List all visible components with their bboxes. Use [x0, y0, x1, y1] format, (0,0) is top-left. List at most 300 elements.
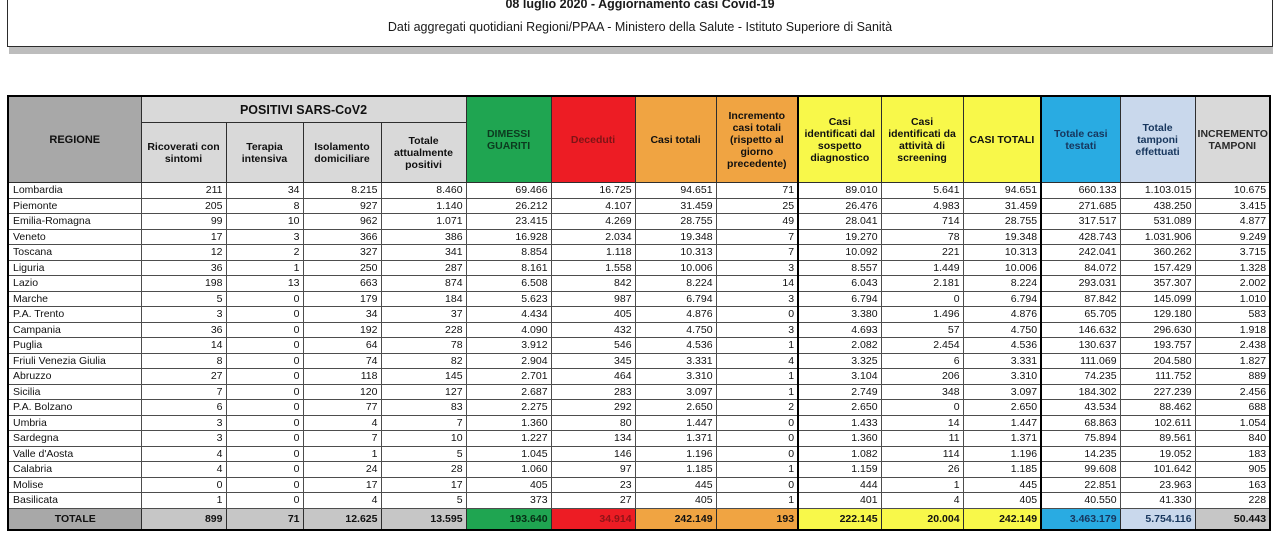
- value-cell: 1.054: [1195, 415, 1270, 431]
- table-row: [8, 245, 1270, 261]
- value-cell: 5: [381, 493, 466, 509]
- column-header-regione: REGIONE: [8, 96, 141, 183]
- value-cell: 7: [716, 229, 798, 245]
- value-cell: 34: [303, 307, 381, 323]
- region-name-cell: P.A. Bolzano: [8, 400, 141, 416]
- value-cell: 4.983: [881, 198, 963, 214]
- value-cell: 130.637: [1041, 338, 1120, 354]
- value-cell: 28.755: [963, 214, 1041, 230]
- value-cell: 1: [226, 260, 303, 276]
- value-cell: 14: [141, 338, 226, 354]
- value-cell: 74.235: [1041, 369, 1120, 385]
- value-cell: 1.082: [798, 446, 881, 462]
- value-cell: 3.331: [635, 353, 716, 369]
- value-cell: 14: [881, 415, 963, 431]
- value-cell: 1.118: [551, 245, 635, 261]
- value-cell: 0: [226, 338, 303, 354]
- table-row: [8, 214, 1270, 230]
- value-cell: 49: [716, 214, 798, 230]
- value-cell: 6: [141, 400, 226, 416]
- region-name-cell: Sardegna: [8, 431, 141, 447]
- value-cell: 24: [303, 462, 381, 478]
- region-name-cell: Molise: [8, 477, 141, 493]
- value-cell: 101.642: [1120, 462, 1195, 478]
- column-header-incremento-casi-totali: Incremento casi totali (rispetto al giorno precedente): [716, 96, 798, 183]
- value-cell: 3.104: [798, 369, 881, 385]
- value-cell: 0: [881, 291, 963, 307]
- value-cell: 3: [716, 291, 798, 307]
- table-header: [8, 96, 1270, 183]
- value-cell: 8.161: [466, 260, 551, 276]
- value-cell: 12.625: [303, 508, 381, 530]
- value-cell: 0: [881, 400, 963, 416]
- value-cell: 8.854: [466, 245, 551, 261]
- value-cell: 1.196: [635, 446, 716, 462]
- value-cell: 27: [551, 493, 635, 509]
- value-cell: 11: [881, 431, 963, 447]
- value-cell: 1.045: [466, 446, 551, 462]
- value-cell: 31.459: [635, 198, 716, 214]
- value-cell: 88.462: [1120, 400, 1195, 416]
- value-cell: 23.963: [1120, 477, 1195, 493]
- value-cell: 2.438: [1195, 338, 1270, 354]
- value-cell: 660.133: [1041, 183, 1120, 199]
- value-cell: 4: [303, 493, 381, 509]
- total-row-label: TOTALE: [8, 508, 141, 530]
- region-name-cell: Lombardia: [8, 183, 141, 199]
- value-cell: 1.827: [1195, 353, 1270, 369]
- value-cell: 0: [226, 477, 303, 493]
- value-cell: 1.196: [963, 446, 1041, 462]
- value-cell: 1.360: [798, 431, 881, 447]
- value-cell: 89.561: [1120, 431, 1195, 447]
- value-cell: 2.275: [466, 400, 551, 416]
- value-cell: 23.415: [466, 214, 551, 230]
- value-cell: 28: [381, 462, 466, 478]
- value-cell: 271.685: [1041, 198, 1120, 214]
- value-cell: 3: [141, 431, 226, 447]
- value-cell: 198: [141, 276, 226, 292]
- value-cell: 1: [716, 462, 798, 478]
- value-cell: 1.371: [963, 431, 1041, 447]
- column-header-dimessi-guariti: DIMESSI GUARITI: [466, 96, 551, 183]
- value-cell: 97: [551, 462, 635, 478]
- value-cell: 3.325: [798, 353, 881, 369]
- value-cell: 242.149: [635, 508, 716, 530]
- value-cell: 2: [226, 245, 303, 261]
- value-cell: 1.185: [963, 462, 1041, 478]
- table-row: [8, 400, 1270, 416]
- value-cell: 94.651: [635, 183, 716, 199]
- value-cell: 464: [551, 369, 635, 385]
- value-cell: 531.089: [1120, 214, 1195, 230]
- value-cell: 89.010: [798, 183, 881, 199]
- value-cell: 317.517: [1041, 214, 1120, 230]
- value-cell: 3.331: [963, 353, 1041, 369]
- value-cell: 10.313: [963, 245, 1041, 261]
- value-cell: 28.755: [635, 214, 716, 230]
- value-cell: 2.454: [881, 338, 963, 354]
- value-cell: 1: [716, 384, 798, 400]
- value-cell: 292: [551, 400, 635, 416]
- value-cell: 889: [1195, 369, 1270, 385]
- value-cell: 228: [381, 322, 466, 338]
- value-cell: 242.041: [1041, 245, 1120, 261]
- value-cell: 184.302: [1041, 384, 1120, 400]
- value-cell: 405: [551, 307, 635, 323]
- region-name-cell: Piemonte: [8, 198, 141, 214]
- value-cell: 5: [141, 291, 226, 307]
- value-cell: 2.082: [798, 338, 881, 354]
- value-cell: 6.043: [798, 276, 881, 292]
- value-cell: 3: [141, 307, 226, 323]
- table-row: [8, 384, 1270, 400]
- value-cell: 0: [226, 322, 303, 338]
- value-cell: 1.371: [635, 431, 716, 447]
- value-cell: 221: [881, 245, 963, 261]
- title-box-shadow: [9, 47, 1273, 54]
- value-cell: 26.212: [466, 198, 551, 214]
- value-cell: 0: [226, 400, 303, 416]
- value-cell: 228: [1195, 493, 1270, 509]
- value-cell: 34.914: [551, 508, 635, 530]
- value-cell: 0: [716, 431, 798, 447]
- value-cell: 10.675: [1195, 183, 1270, 199]
- value-cell: 4.876: [963, 307, 1041, 323]
- value-cell: 405: [963, 493, 1041, 509]
- column-header-ricoverati-con-sintomi: Ricoverati con sintomi: [141, 123, 226, 183]
- value-cell: 74: [303, 353, 381, 369]
- column-header-casi-totali: Casi totali: [635, 96, 716, 183]
- region-name-cell: Basilicata: [8, 493, 141, 509]
- region-name-cell: Liguria: [8, 260, 141, 276]
- value-cell: 9.249: [1195, 229, 1270, 245]
- value-cell: 64: [303, 338, 381, 354]
- value-cell: 10.313: [635, 245, 716, 261]
- value-cell: 10: [381, 431, 466, 447]
- value-cell: 1.360: [466, 415, 551, 431]
- value-cell: 250: [303, 260, 381, 276]
- table-row: [8, 415, 1270, 431]
- value-cell: 1: [716, 493, 798, 509]
- value-cell: 10.006: [963, 260, 1041, 276]
- value-cell: 405: [635, 493, 716, 509]
- value-cell: 7: [381, 415, 466, 431]
- value-cell: 445: [963, 477, 1041, 493]
- region-name-cell: Valle d'Aosta: [8, 446, 141, 462]
- value-cell: 714: [881, 214, 963, 230]
- value-cell: 1.140: [381, 198, 466, 214]
- value-cell: 19.348: [635, 229, 716, 245]
- value-cell: 373: [466, 493, 551, 509]
- column-header-terapia-intensiva: Terapia intensiva: [226, 123, 303, 183]
- value-cell: 4: [303, 415, 381, 431]
- value-cell: 1.185: [635, 462, 716, 478]
- covid-data-table: [7, 95, 1271, 531]
- value-cell: 3.097: [635, 384, 716, 400]
- value-cell: 206: [881, 369, 963, 385]
- title-box: [7, 0, 1273, 47]
- value-cell: 19.348: [963, 229, 1041, 245]
- value-cell: 36: [141, 322, 226, 338]
- value-cell: 183: [1195, 446, 1270, 462]
- value-cell: 3: [226, 229, 303, 245]
- value-cell: 227.239: [1120, 384, 1195, 400]
- region-name-cell: Emilia-Romagna: [8, 214, 141, 230]
- value-cell: 293.031: [1041, 276, 1120, 292]
- table-row: [8, 322, 1270, 338]
- value-cell: 327: [303, 245, 381, 261]
- value-cell: 4.269: [551, 214, 635, 230]
- value-cell: 193: [716, 508, 798, 530]
- value-cell: 3.310: [635, 369, 716, 385]
- value-cell: 0: [226, 369, 303, 385]
- value-cell: 68.863: [1041, 415, 1120, 431]
- value-cell: 688: [1195, 400, 1270, 416]
- table-row: [8, 291, 1270, 307]
- value-cell: 1.433: [798, 415, 881, 431]
- value-cell: 0: [226, 415, 303, 431]
- value-cell: 3.097: [963, 384, 1041, 400]
- value-cell: 17: [303, 477, 381, 493]
- value-cell: 345: [551, 353, 635, 369]
- value-cell: 546: [551, 338, 635, 354]
- value-cell: 8.460: [381, 183, 466, 199]
- value-cell: 25: [716, 198, 798, 214]
- value-cell: 145: [381, 369, 466, 385]
- value-cell: 3.310: [963, 369, 1041, 385]
- value-cell: 0: [226, 384, 303, 400]
- table-row: [8, 307, 1270, 323]
- value-cell: 1.071: [381, 214, 466, 230]
- value-cell: 1.010: [1195, 291, 1270, 307]
- value-cell: 8: [226, 198, 303, 214]
- value-cell: 4: [716, 353, 798, 369]
- value-cell: 3.380: [798, 307, 881, 323]
- value-cell: 57: [881, 322, 963, 338]
- value-cell: 283: [551, 384, 635, 400]
- value-cell: 19.270: [798, 229, 881, 245]
- value-cell: 2: [716, 400, 798, 416]
- column-header-incremento-tamponi: INCREMENTO TAMPONI: [1195, 96, 1270, 183]
- value-cell: 445: [635, 477, 716, 493]
- value-cell: 1.328: [1195, 260, 1270, 276]
- table-row: [8, 260, 1270, 276]
- value-cell: 1.447: [635, 415, 716, 431]
- value-cell: 287: [381, 260, 466, 276]
- value-cell: 4.107: [551, 198, 635, 214]
- value-cell: 5.623: [466, 291, 551, 307]
- value-cell: 211: [141, 183, 226, 199]
- value-cell: 0: [226, 446, 303, 462]
- value-cell: 7: [303, 431, 381, 447]
- value-cell: 0: [716, 307, 798, 323]
- value-cell: 4.693: [798, 322, 881, 338]
- value-cell: 129.180: [1120, 307, 1195, 323]
- value-cell: 102.611: [1120, 415, 1195, 431]
- value-cell: 134: [551, 431, 635, 447]
- value-cell: 360.262: [1120, 245, 1195, 261]
- table-row: [8, 369, 1270, 385]
- region-name-cell: Umbria: [8, 415, 141, 431]
- value-cell: 1.496: [881, 307, 963, 323]
- value-cell: 0: [226, 431, 303, 447]
- value-cell: 1.447: [963, 415, 1041, 431]
- region-name-cell: Calabria: [8, 462, 141, 478]
- report-date-title: 08 luglio 2020 - Aggiornamento casi Covid-19: [505, 0, 775, 11]
- value-cell: 2.650: [635, 400, 716, 416]
- table-row: [8, 431, 1270, 447]
- value-cell: 94.651: [963, 183, 1041, 199]
- value-cell: 3: [716, 322, 798, 338]
- value-cell: 6.794: [798, 291, 881, 307]
- value-cell: 842: [551, 276, 635, 292]
- value-cell: 205: [141, 198, 226, 214]
- value-cell: 2.650: [798, 400, 881, 416]
- value-cell: 1.227: [466, 431, 551, 447]
- value-cell: 65.705: [1041, 307, 1120, 323]
- value-cell: 438.250: [1120, 198, 1195, 214]
- value-cell: 962: [303, 214, 381, 230]
- column-header-totale-tamponi: Totale tamponi effettuati: [1120, 96, 1195, 183]
- table-row: [8, 276, 1270, 292]
- value-cell: 3: [716, 260, 798, 276]
- value-cell: 0: [226, 353, 303, 369]
- report-subtitle: Dati aggregati quotidiani Regioni/PPAA - Ministero della Salute - Istituto Superiore di Sanità: [387, 20, 893, 34]
- value-cell: 26.476: [798, 198, 881, 214]
- value-cell: 428.743: [1041, 229, 1120, 245]
- column-group-positivi-sars-cov2: POSITIVI SARS-CoV2: [141, 96, 466, 123]
- table-row: [8, 477, 1270, 493]
- value-cell: 19.052: [1120, 446, 1195, 462]
- value-cell: 3.463.179: [1041, 508, 1120, 530]
- value-cell: 75.894: [1041, 431, 1120, 447]
- value-cell: 22.851: [1041, 477, 1120, 493]
- region-name-cell: Toscana: [8, 245, 141, 261]
- value-cell: 2.701: [466, 369, 551, 385]
- value-cell: 163: [1195, 477, 1270, 493]
- value-cell: 0: [716, 477, 798, 493]
- value-cell: 146: [551, 446, 635, 462]
- region-name-cell: Puglia: [8, 338, 141, 354]
- value-cell: 6.794: [963, 291, 1041, 307]
- table-total-row: [8, 508, 1270, 530]
- value-cell: 145.099: [1120, 291, 1195, 307]
- value-cell: 4.876: [635, 307, 716, 323]
- value-cell: 78: [381, 338, 466, 354]
- column-header-casi-sospetto-diagnostico: Casi identificati dal sospetto diagnostico: [798, 96, 881, 183]
- column-header-deceduti: Deceduti: [551, 96, 635, 183]
- value-cell: 1.449: [881, 260, 963, 276]
- value-cell: 4.434: [466, 307, 551, 323]
- value-cell: 69.466: [466, 183, 551, 199]
- value-cell: 4: [141, 446, 226, 462]
- value-cell: 27: [141, 369, 226, 385]
- value-cell: 5.641: [881, 183, 963, 199]
- value-cell: 3.912: [466, 338, 551, 354]
- value-cell: 1.103.015: [1120, 183, 1195, 199]
- value-cell: 0: [716, 446, 798, 462]
- value-cell: 432: [551, 322, 635, 338]
- region-name-cell: Campania: [8, 322, 141, 338]
- value-cell: 1: [141, 493, 226, 509]
- table-row: [8, 493, 1270, 509]
- value-cell: 87.842: [1041, 291, 1120, 307]
- value-cell: 13.595: [381, 508, 466, 530]
- value-cell: 3.415: [1195, 198, 1270, 214]
- value-cell: 1.558: [551, 260, 635, 276]
- column-header-isolamento-domiciliare: Isolamento domiciliare: [303, 123, 381, 183]
- value-cell: 4.750: [963, 322, 1041, 338]
- header-row-groups: [8, 96, 1270, 123]
- value-cell: 10: [226, 214, 303, 230]
- value-cell: 17: [141, 229, 226, 245]
- value-cell: 71: [226, 508, 303, 530]
- value-cell: 10.092: [798, 245, 881, 261]
- value-cell: 28.041: [798, 214, 881, 230]
- value-cell: 84.072: [1041, 260, 1120, 276]
- value-cell: 71: [716, 183, 798, 199]
- region-name-cell: Abruzzo: [8, 369, 141, 385]
- value-cell: 296.630: [1120, 322, 1195, 338]
- table-row: [8, 462, 1270, 478]
- value-cell: 0: [226, 493, 303, 509]
- value-cell: 1.918: [1195, 322, 1270, 338]
- value-cell: 6: [881, 353, 963, 369]
- value-cell: 50.443: [1195, 508, 1270, 530]
- value-cell: 111.752: [1120, 369, 1195, 385]
- value-cell: 192: [303, 322, 381, 338]
- value-cell: 874: [381, 276, 466, 292]
- value-cell: 7: [716, 245, 798, 261]
- value-cell: 2.034: [551, 229, 635, 245]
- value-cell: 222.145: [798, 508, 881, 530]
- value-cell: 37: [381, 307, 466, 323]
- value-cell: 1.060: [466, 462, 551, 478]
- value-cell: 6.508: [466, 276, 551, 292]
- value-cell: 366: [303, 229, 381, 245]
- table-row: [8, 198, 1270, 214]
- value-cell: 8.224: [963, 276, 1041, 292]
- value-cell: 5.754.116: [1120, 508, 1195, 530]
- table-row: [8, 446, 1270, 462]
- value-cell: 14.235: [1041, 446, 1120, 462]
- value-cell: 204.580: [1120, 353, 1195, 369]
- value-cell: 17: [381, 477, 466, 493]
- value-cell: 899: [141, 508, 226, 530]
- value-cell: 120: [303, 384, 381, 400]
- region-name-cell: Lazio: [8, 276, 141, 292]
- region-name-cell: Friuli Venezia Giulia: [8, 353, 141, 369]
- region-name-cell: Marche: [8, 291, 141, 307]
- value-cell: 5: [381, 446, 466, 462]
- value-cell: 31.459: [963, 198, 1041, 214]
- value-cell: 83: [381, 400, 466, 416]
- value-cell: 4.536: [963, 338, 1041, 354]
- value-cell: 348: [881, 384, 963, 400]
- value-cell: 16.725: [551, 183, 635, 199]
- value-cell: 8.215: [303, 183, 381, 199]
- value-cell: 77: [303, 400, 381, 416]
- value-cell: 127: [381, 384, 466, 400]
- value-cell: 444: [798, 477, 881, 493]
- value-cell: 1: [716, 338, 798, 354]
- value-cell: 663: [303, 276, 381, 292]
- value-cell: 13: [226, 276, 303, 292]
- value-cell: 80: [551, 415, 635, 431]
- value-cell: 111.069: [1041, 353, 1120, 369]
- value-cell: 840: [1195, 431, 1270, 447]
